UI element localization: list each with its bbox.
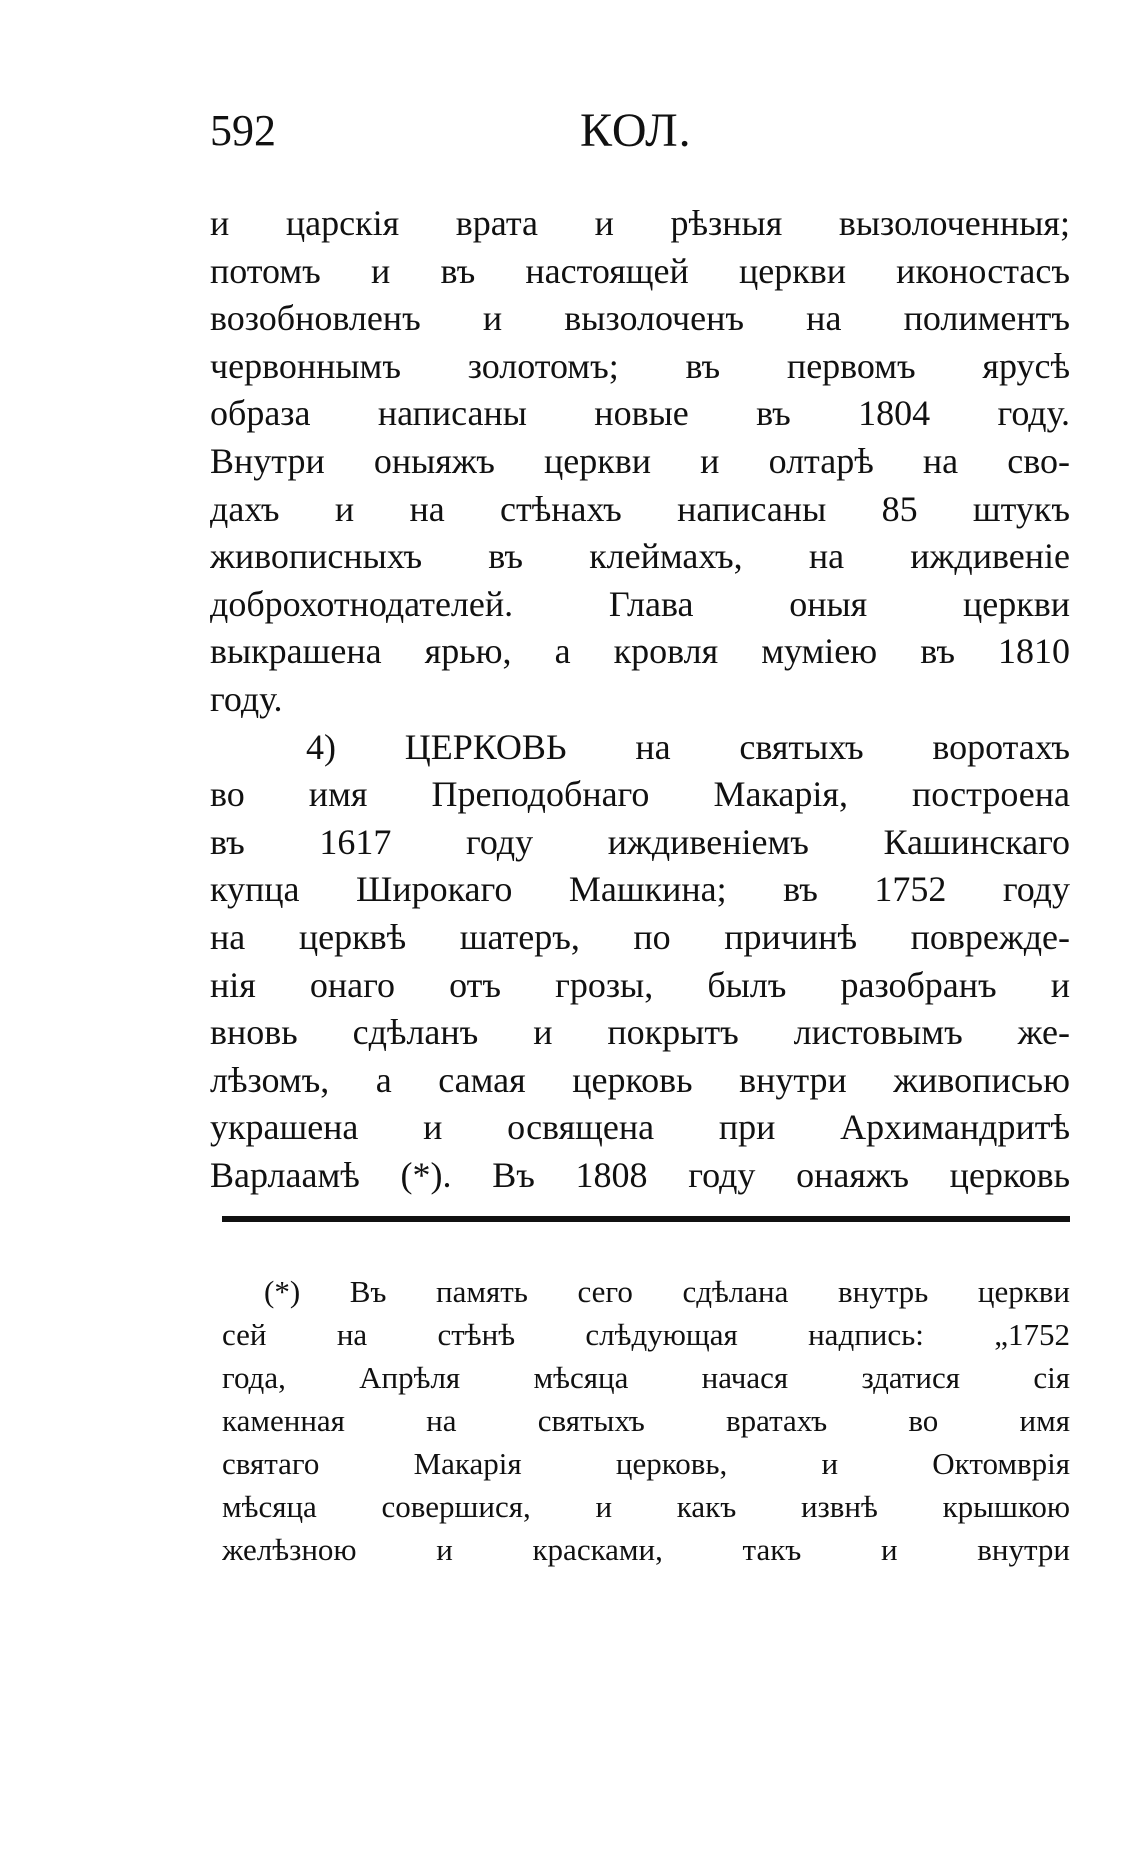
- text-line: доброхотнодателей. Глава оныя церкви: [210, 583, 1070, 624]
- running-head: КОЛ.: [580, 104, 692, 157]
- text-line: въ 1617 году иждивеніемъ Кашинскаго: [210, 821, 1070, 862]
- text-line: образа написаны новые въ 1804 году.: [210, 393, 1070, 434]
- text-line: Варлаамѣ (*). Въ 1808 году онаяжъ церковь: [210, 1154, 1070, 1195]
- text-line: году.: [210, 678, 283, 719]
- text-line: во имя Преподобнаго Макарія, построена: [210, 774, 1070, 815]
- text-line: дахъ и на стѣнахъ написаны 85 штукъ: [210, 488, 1070, 529]
- text-line: возобновленъ и вызолоченъ на полиментъ: [210, 298, 1070, 339]
- footnote: [222, 1270, 1070, 1571]
- footnote-line: мѣсяца совершися, и какъ извнѣ крышкою: [222, 1489, 1070, 1524]
- footnote-line: года, Апрѣля мѣсяца начася здатися сія: [222, 1360, 1070, 1395]
- text-line: вновь сдѣланъ и покрытъ листовымъ же-: [210, 1012, 1070, 1053]
- footnote-line: желѣзною и красками, такъ и внутри: [222, 1532, 1070, 1567]
- text-line: на церквѣ шатеръ, по причинѣ поврежде-: [210, 916, 1070, 957]
- text-line: Внутри оныяжъ церкви и олтарѣ на сво-: [210, 440, 1070, 481]
- footnote-divider: [222, 1216, 1070, 1222]
- footnote-line: сей на стѣнѣ слѣдующая надпись: „1752: [222, 1317, 1070, 1352]
- footnote-line: каменная на святыхъ вратахъ во имя: [222, 1403, 1070, 1438]
- text-line: потомъ и въ настоящей церкви иконостасъ: [210, 250, 1070, 291]
- main-text: [210, 200, 1070, 1199]
- text-line: и царскія врата и рѣзныя вызолоченныя;: [210, 203, 1070, 243]
- page-number: 592: [210, 106, 276, 155]
- text-line: украшена и освящена при Архимандритѣ: [210, 1107, 1070, 1148]
- text-line: нія онаго отъ грозы, былъ разобранъ и: [210, 964, 1070, 1005]
- page-header: [210, 96, 1070, 166]
- section-heading-line: 4) ЦЕРКОВЬ на святыхъ воротахъ: [306, 726, 1070, 767]
- text-line: живописныхъ въ клеймахъ, на иждивеніе: [210, 536, 1070, 577]
- footnote-line: святаго Макарія церковь, и Октомврія: [222, 1446, 1070, 1481]
- text-line: лѣзомъ, а самая церковь внутри живописью: [210, 1059, 1070, 1100]
- text-line: купца Широкаго Машкина; въ 1752 году: [210, 869, 1070, 910]
- text-line: червоннымъ золотомъ; въ первомъ ярусѣ: [210, 345, 1070, 386]
- text-line: выкрашена ярью, а кровля муміею въ 1810: [210, 631, 1070, 672]
- footnote-line: (*) Въ память сего сдѣлана внутрь церкви: [264, 1274, 1070, 1309]
